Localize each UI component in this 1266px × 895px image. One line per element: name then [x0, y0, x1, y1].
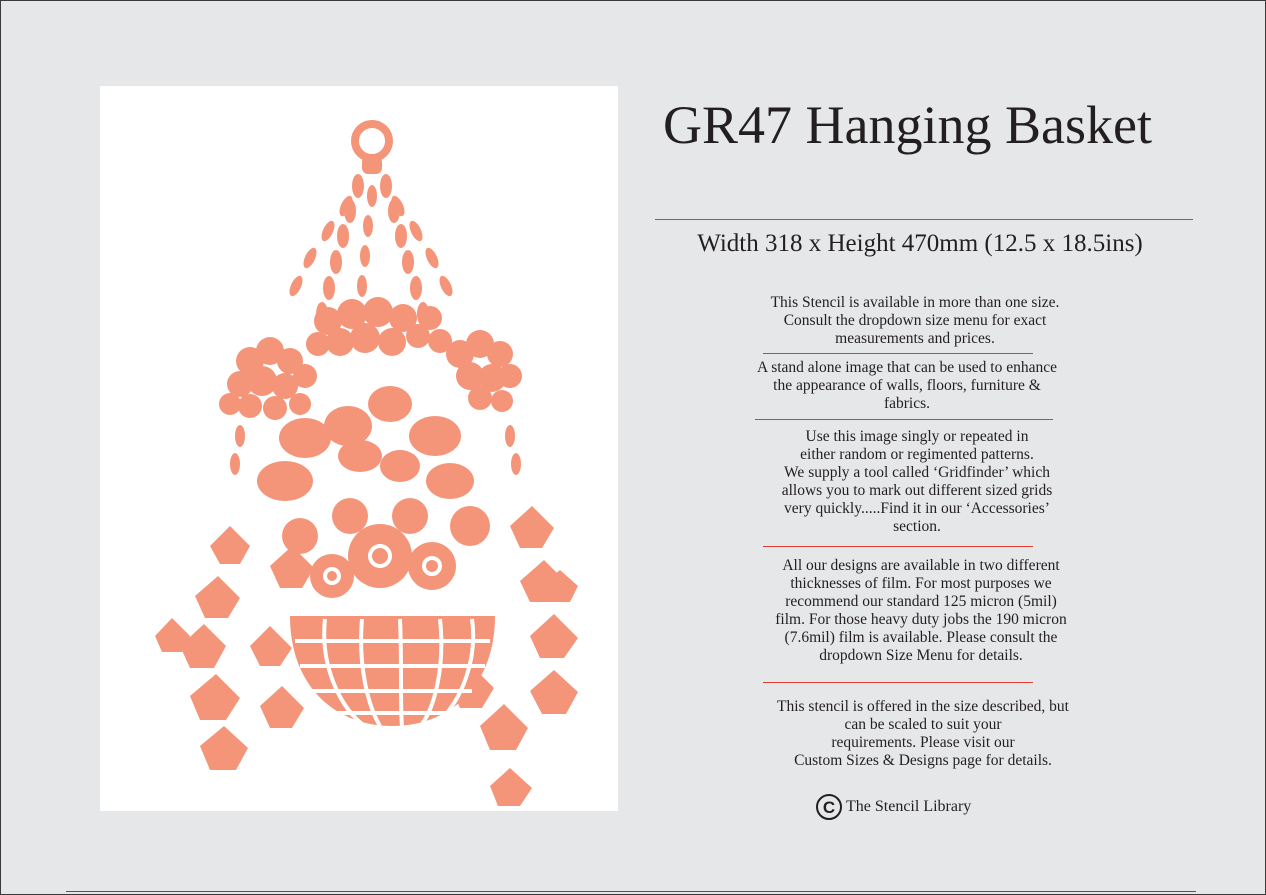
stencil-dimensions: Width 318 x Height 470mm (12.5 x 18.5ins): [697, 230, 1143, 257]
copyright-icon: C: [816, 794, 842, 820]
bottom-line: [66, 891, 1196, 892]
divider: [755, 419, 1053, 420]
divider: [763, 353, 1033, 354]
description-text: A stand alone image that can be used to enhance the appearance of walls, floors, furniture & fabrics.: [757, 359, 1057, 412]
availability-text: This Stencil is available in more than one size. Consult the dropdown size menu for exact measurements and prices.: [770, 294, 1060, 347]
divider: [763, 546, 1033, 547]
custom-size-text: This stencil is offered in the size described, but can be scaled to suit your requirements. Please visit our Custom Sizes & Designs page for details.: [777, 698, 1069, 769]
hanging-basket-stencil-image: [100, 86, 618, 811]
film-thickness-text: All our designs are available in two different thicknesses of film. For most purposes we recommend our standard 125 micron (5mil) film. For those heavy duty jobs the 190 micron (7.6mil) film is available. Please consult the dropdown Size Menu for details.: [775, 557, 1067, 664]
usage-text: Use this image singly or repeated in either random or regimented patterns. We supply a tool called ‘Gridfinder’ which allows you to mark out different sized grids very quickly.....Find it in our ‘Accessories’ section.: [781, 428, 1053, 535]
page-title: GR47 Hanging Basket: [663, 95, 1152, 155]
copyright-notice: [816, 792, 971, 822]
copyright-text: The Stencil Library: [846, 798, 972, 815]
title-divider: [655, 219, 1193, 220]
stencil-image-panel: [100, 86, 618, 811]
divider: [763, 682, 1033, 683]
